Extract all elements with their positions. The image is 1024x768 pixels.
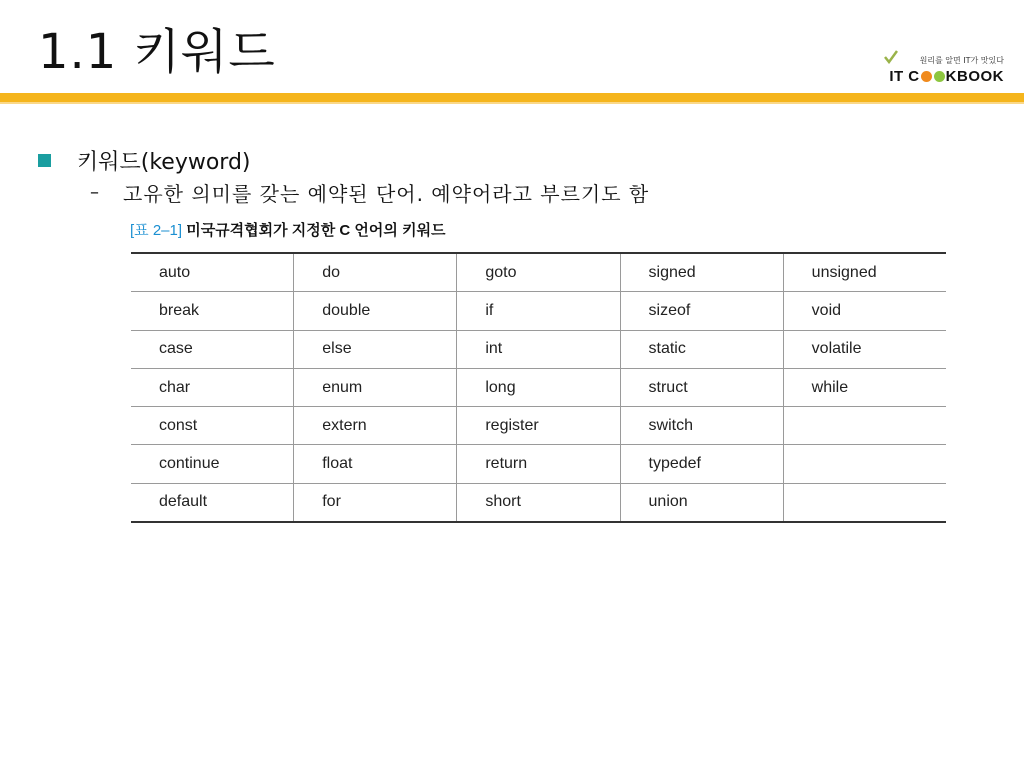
table-cell: struct (620, 368, 783, 406)
table-cell: while (783, 368, 946, 406)
bullet-level1-text: 키워드(keyword) (77, 150, 251, 175)
bullet-level2-text: 고유한 의미를 갖는 예약된 단어. 예약어라고 부르기도 함 (123, 182, 650, 206)
table-row (131, 292, 946, 330)
table-cell: return (457, 445, 620, 483)
table-row (131, 368, 946, 406)
bullet-level1 (38, 145, 251, 176)
table-cell: short (457, 483, 620, 522)
table-cell: case (131, 330, 294, 368)
table-cell: unsigned (783, 253, 946, 292)
table-cell: int (457, 330, 620, 368)
it-cookbook-logo (864, 50, 1004, 90)
square-bullet-icon (38, 154, 51, 167)
logo-text-suffix: KBOOK (945, 68, 1004, 85)
header-accent-line (0, 102, 1024, 104)
bullet-level2 (90, 178, 649, 207)
table-cell: auto (131, 253, 294, 292)
table-cell: signed (620, 253, 783, 292)
checkmark-icon (884, 50, 898, 64)
logo-dot-green-icon (934, 71, 945, 82)
table-cell: continue (131, 445, 294, 483)
table-cell: register (457, 407, 620, 445)
logo-dot-orange-icon (921, 71, 932, 82)
table-cell (783, 483, 946, 522)
table-cell: long (457, 368, 620, 406)
table-caption-text: 미국규격협회가 지정한 C 언어의 키워드 (182, 222, 446, 239)
table-caption (130, 219, 446, 240)
table-cell: if (457, 292, 620, 330)
header-accent-bar (0, 93, 1024, 102)
logo-tagline: 원리를 알면 IT가 맛있다 (919, 56, 1004, 65)
table-cell: static (620, 330, 783, 368)
table-cell: double (294, 292, 457, 330)
table-cell: const (131, 407, 294, 445)
table-cell (783, 445, 946, 483)
table-cell: union (620, 483, 783, 522)
table-cell: void (783, 292, 946, 330)
table-cell (783, 407, 946, 445)
table-row (131, 253, 946, 292)
table-cell: char (131, 368, 294, 406)
table-row (131, 445, 946, 483)
table-cell: switch (620, 407, 783, 445)
table-cell: break (131, 292, 294, 330)
table-caption-ref: [표 2–1] (130, 222, 183, 239)
table-cell: for (294, 483, 457, 522)
logo-wordmark (889, 68, 1004, 85)
table-cell: else (294, 330, 457, 368)
logo-text-prefix: IT C (889, 68, 920, 85)
keywords-table (131, 252, 946, 523)
table-row (131, 330, 946, 368)
table-cell: do (294, 253, 457, 292)
dash-bullet: – (90, 182, 99, 203)
table-cell: float (294, 445, 457, 483)
table-cell: enum (294, 368, 457, 406)
table-cell: goto (457, 253, 620, 292)
table-cell: default (131, 483, 294, 522)
table-row (131, 407, 946, 445)
table-cell: extern (294, 407, 457, 445)
table-cell: typedef (620, 445, 783, 483)
table-cell: sizeof (620, 292, 783, 330)
slide-title: 1.1 키워드 (38, 24, 276, 80)
table-row (131, 483, 946, 522)
table-cell: volatile (783, 330, 946, 368)
